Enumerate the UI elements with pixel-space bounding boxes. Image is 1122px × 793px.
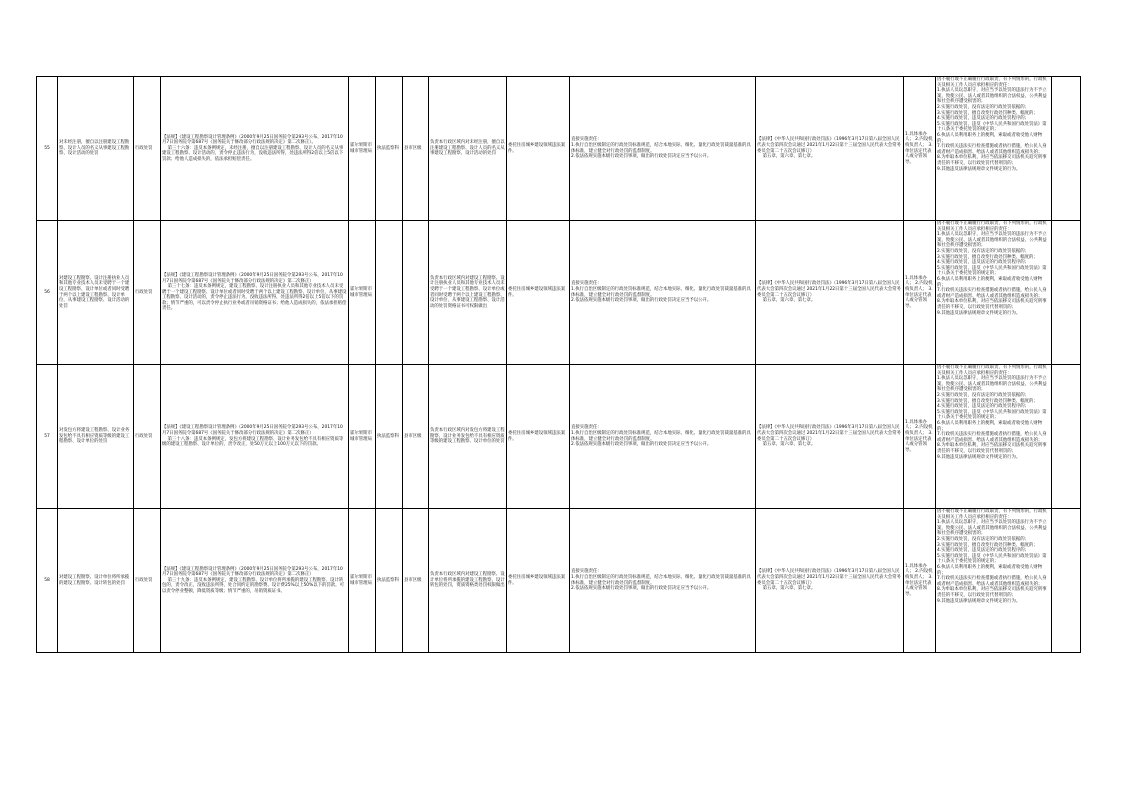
implementing-department: 霍尔果斯市城市管理局 [349, 221, 376, 365]
responsibility-basis: 【法律】《中华人民共和国行政处罚法》（1996年3月17日第八届全国人民代表大会第四次会议通过 2021年1月22日第十三届全国人民代表大会常务委员会第二十五次会议修订） 第五章、第六章、第七章。 [756, 77, 904, 221]
item-type: 行政处罚 [134, 77, 161, 221]
responsibility-basis: 【法律】《中华人民共和国行政处罚法》（1996年3月17日第八届全国人民代表大会第四次会议通过 2021年1月22日第十三届全国人民代表大会常务委员会第二十五次会议修订） 第五章、第六章、第七章。 [756, 221, 904, 365]
responsible-subject: 1.具体承办人； 2.内设机构负责人； 3.单位法定代表人或分管领导。 [904, 509, 936, 653]
accountability-text: 因不履行或不正确履行行政职责，有下列情形的，行政机关及相关工作人员应承担相应的责任： 1.执法人员玩忽职守，对应当予以处罚的违法行为不予立案，致使公民、法人或者其他组织的合法权益、公共利益和社会秩序遭受损害的； 2.实施行政处罚，没有法定的行政处罚依据的； 3.实施行政处罚，擅自改变行政处罚种类、幅度的； 4.实施行政处罚，违反法定的行政处罚程序的； 5.实施行政处罚，违反《中华人民共和国行政处罚法》第十八条关于委托处罚的规定的； 6.执法人员利用职务上的便利，索取或者收受他人财物的； 7.行政机关违法实行检查措施或者执行措施，给公民人身或者财产造成损害、给法人或者其他组织造成损失的； 8.为牟取本单位私利，对应当依法移交司法机关追究刑事责任的不移交，以行政处罚代替刑罚的； 9.其他违反法律法规规章文件规定的行为。 [937, 77, 1047, 172]
cooperation-note: 委托住房城乡建设领域违法案件。 [507, 221, 570, 365]
power-list-table [36, 76, 1081, 653]
power-content: 负责本行政区域内对建设工程勘察、设计单位将所承揽的建设工程勘察、设计转包的处罚，资质资格类处罚权限做出 [429, 509, 507, 653]
responsible-subject: 1.具体承办人； 2.内设机构负责人； 3.单位法定代表人或分管领导。 [904, 77, 936, 221]
remark-cell [1052, 77, 1081, 221]
table-row [37, 365, 1081, 509]
remark-cell [1052, 365, 1081, 509]
power-content: 负责本行政区域内对发包方将建设工程勘察、设计业务发包给不具有相应资质等级的建设工程勘察、设计单位的处罚 [429, 365, 507, 509]
exercise-level [403, 221, 429, 365]
accountability-text: 因不履行或不正确履行行政职责，有下列情形的，行政机关及相关工作人员应承担相应的责任： 1.执法人员玩忽职守，对应当予以处罚的违法行为不予立案，致使公民、法人或者其他组织的合法权益、公共利益和社会秩序遭受损害的； 2.实施行政处罚，没有法定的行政处罚依据的； 3.实施行政处罚，擅自改变行政处罚种类、幅度的； 4.实施行政处罚，违反法定的行政处罚程序的； 5.实施行政处罚，违反《中华人民共和国行政处罚法》第十八条关于委托处罚的规定的； 6.执法人员利用职务上的便利，索取或者收受他人财物的； 7.行政机关违法实行检查措施或者执行措施，给公民人身或者财产造成损害、给法人或者其他组织造成损失的； 8.为牟取本单位私利，对应当依法移交司法机关追究刑事责任的不移交，以行政处罚代替刑罚的； 9.其他违反法律法规规章文件规定的行为。 [937, 509, 1047, 604]
responsible-subject: 1.具体承办人； 2.内设机构负责人； 3.单位法定代表人或分管领导。 [904, 365, 936, 509]
accountability-clauses [936, 509, 1052, 653]
exercise-level: 县市区级 [403, 77, 429, 221]
item-name: 对未经注册，擅自以注册建设工程勘察、设计人员的名义从事建设工程勘察、设计活动的处罚 [58, 77, 134, 221]
power-content: 负责本行政区域内对未经注册，擅自以注册建设工程勘察、设计人员的名义从事建设工程勘察、设计活动的处罚 [429, 77, 507, 221]
table-row [37, 509, 1081, 653]
responsible-unit [376, 221, 403, 365]
item-type: 行政处罚 [134, 509, 161, 653]
responsibility-items: 直接实施责任： 1.执行自治区级制定的行政处罚标准规范，结合本地实际，细化、量化行政处罚裁量基准的具体标准，建立健全对行政处罚的监督制度。 2.依法依规实施本级行政处罚事项，做出的行政处罚决定应当予以公开。 [570, 221, 756, 365]
legal-basis: 【法规】《建设工程勘察设计管理条例》（2000年9月25日国务院令第293号公布，2017年10月7日国务院令第687号《国务院关于修改部分行政法规的决定》第二次修正） 第三十七条：违反本条例规定，建设工程勘察、设计注册执业人员和其他专业技术人员未受聘于一个建设工程勘察、设计单位或者同时受聘于两个以上建设工程勘察、设计单位，从事建设工程勘察、设计活动的，责令停止违法行为，没收违法所得，处违法所得2倍以上5倍以下的罚款；情节严重的，可以责令停止执行业务或者吊销资格证书；给他人造成损失的，依法承担赔偿责任。 [161, 221, 349, 365]
row-number: 58 [37, 509, 58, 653]
responsibility-items: 直接实施责任： 1.执行自治区级制定的行政处罚标准规范，结合本地实际，细化、量化行政处罚裁量基准的具体标准，建立健全对行政处罚的监督制度。 2.依法依规实施本级行政处罚事项，做出的行政处罚决定应当予以公开。 [570, 509, 756, 653]
power-list-sheet [36, 76, 1080, 653]
responsibility-items: 直接实施责任： 1.执行自治区级制定的行政处罚标准规范，结合本地实际，细化、量化行政处罚裁量基准的具体标准，建立健全对行政处罚的监督制度。 2.依法依规实施本级行政处罚事项，做出的行政处罚决定应当予以公开。 [570, 365, 756, 509]
accountability-text: 因不履行或不正确履行行政职责，有下列情形的，行政机关及相关工作人员应承担相应的责任： 1.执法人员玩忽职守，对应当予以处罚的违法行为不予立案，致使公民、法人或者其他组织的合法权益、公共利益和社会秩序遭受损害的； 2.实施行政处罚，没有法定的行政处罚依据的； 3.实施行政处罚，擅自改变行政处罚种类、幅度的； 4.实施行政处罚，违反法定的行政处罚程序的； 5.实施行政处罚，违反《中华人民共和国行政处罚法》第十八条关于委托处罚的规定的； 6.执法人员利用职务上的便利，索取或者收受他人财物的； 7.行政机关违法实行检查措施或者执行措施，给公民人身或者财产造成损害、给法人或者其他组织造成损失的； 8.为牟取本单位私利，对应当依法移交司法机关追究刑事责任的不移交，以行政处罚代替刑罚的； 9.其他违反法律法规规章文件规定的行为。 [937, 365, 1047, 460]
remark-cell [1052, 509, 1081, 653]
responsibility-basis: 【法律】《中华人民共和国行政处罚法》（1996年3月17日第八届全国人民代表大会第四次会议通过 2021年1月22日第十三届全国人民代表大会常务委员会第二十五次会议修订） 第五章、第六章、第七章。 [756, 509, 904, 653]
responsible-subject: 1.具体承办人； 2.内设机构负责人； 3.单位法定代表人或分管领导。 [904, 221, 936, 365]
responsibility-items: 直接实施责任： 1.执行自治区级制定的行政处罚标准规范，结合本地实际，细化、量化行政处罚裁量基准的具体标准，建立健全对行政处罚的监督制度。 2.依法依规实施本级行政处罚事项，做出的行政处罚决定应当予以公开。 [570, 77, 756, 221]
responsibility-basis: 【法律】《中华人民共和国行政处罚法》（1996年3月17日第八届全国人民代表大会第四次会议通过 2021年1月22日第十三届全国人民代表大会常务委员会第二十五次会议修订） 第五章、第六章、第七章。 [756, 365, 904, 509]
remark-cell [1052, 221, 1081, 365]
table-row [37, 77, 1081, 221]
power-content: 负责本行政区域内对建设工程勘察、设计注册执业人员和其他专业技术人员未受聘于一个建设工程勘察、设计单位或者同时受聘于两个以上建设工程勘察、设计单位，从事建设工程勘察、设计活动的处罚资格证书可权限做出 [429, 221, 507, 365]
exercise-level: 县市区级 [403, 365, 429, 509]
table-row [37, 221, 1081, 365]
exercise-level: 县市区级 [403, 509, 429, 653]
cooperation-note: 委托住房城乡建设领域违法案件。 [507, 77, 570, 221]
implementing-department: 霍尔果斯市城市管理局 [349, 509, 376, 653]
accountability-clauses [936, 221, 1052, 365]
row-number: 57 [37, 365, 58, 509]
implementing-department: 霍尔果斯市城市管理局 [349, 365, 376, 509]
row-number: 55 [37, 77, 58, 221]
responsible-unit: 执法监察科 [376, 77, 403, 221]
item-name: 对发包方将建设工程勘察、设计业务发包给不具有相应资质等级的建设工程勘察、设计单位的处罚 [58, 365, 134, 509]
accountability-text: 因不履行或不正确履行行政职责，有下列情形的，行政机关及相关工作人员应承担相应的责任： 1.执法人员玩忽职守，对应当予以处罚的违法行为不予立案，致使公民、法人或者其他组织的合法权益、公共利益和社会秩序遭受损害的； 2.实施行政处罚，没有法定的行政处罚依据的； 3.实施行政处罚，擅自改变行政处罚种类、幅度的； 4.实施行政处罚，违反法定的行政处罚程序的； 5.实施行政处罚，违反《中华人民共和国行政处罚法》第十八条关于委托处罚的规定的； 6.执法人员利用职务上的便利，索取或者收受他人财物的； 7.行政机关违法实行检查措施或者执行措施，给公民人身或者财产造成损害、给法人或者其他组织造成损失的； 8.为牟取本单位私利，对应当依法移交司法机关追究刑事责任的不移交，以行政处罚代替刑罚的； 9.其他违反法律法规规章文件规定的行为。 [937, 221, 1047, 316]
implementing-department: 霍尔果斯市城市管理局 [349, 77, 376, 221]
accountability-clauses [936, 77, 1052, 221]
legal-basis: 【法规】《建设工程勘察设计管理条例》（2000年9月25日国务院令第293号公布，2017年10月7日国务院令第687号《国务院关于修改部分行政法规的决定》第二次修正） 第三十八条：违反本条例规定，发包方将建设工程勘察、设计业务发包给不具有相应资质等级的建设工程勘察、设计单位的，责令改正，处50万元以上100万元以下的罚款。 [161, 365, 349, 509]
row-number: 56 [37, 221, 58, 365]
cooperation-note: 委托住房城乡建设领域违法案件。 [507, 365, 570, 509]
item-type: 行政处罚 [134, 221, 161, 365]
responsible-unit: 执法监察科 [376, 509, 403, 653]
item-name: 对建设工程勘察、设计注册执业人员和其他专业技术人员未受聘于一个建设工程勘察、设计单位或者同时受聘于两个以上建设工程勘察、设计单位，从事建设工程勘察、设计活动的处罚 [58, 221, 134, 365]
legal-basis: 【法规】《建设工程勘察设计管理条例》（2000年9月25日国务院令第293号公布，2017年10月7日国务院令第687号《国务院关于修改部分行政法规的决定》第二次修正） 第三十九条：违反本条例规定，建设工程勘察、设计单位将所承揽的建设工程勘察、设计转包的，责令改正，没收违法所得，处合同约定的勘察费、设计费25%以上50%以下的罚款，可以责令停业整顿，降低资质等级；情节严重的，吊销资质证书。 [161, 509, 349, 653]
cooperation-note: 委托住房城乡建设领域违法案件。 [507, 509, 570, 653]
responsible-unit: 执法监察科 [376, 365, 403, 509]
item-type: 行政处罚 [134, 365, 161, 509]
legal-basis: 【法规】《建设工程勘察设计管理条例》（2000年9月25日国务院令第293号公布，2017年10月7日国务院令第687号《国务院关于修改部分行政法规的决定》第二次修正）。 第三十六条：违反本条例规定，未经注册，擅自以注册建设工程勘察、设计人员的名义从事建设工程勘察、设计活动的，责令停止违法行为，没收违法所得，处违法所得2倍以上5倍以下罚款；给他人造成损失的，依法承担赔偿责任。 [161, 77, 349, 221]
accountability-clauses [936, 365, 1052, 509]
item-name: 对建设工程勘察、设计单位将所承揽的建设工程勘察、设计转包的处罚 [58, 509, 134, 653]
